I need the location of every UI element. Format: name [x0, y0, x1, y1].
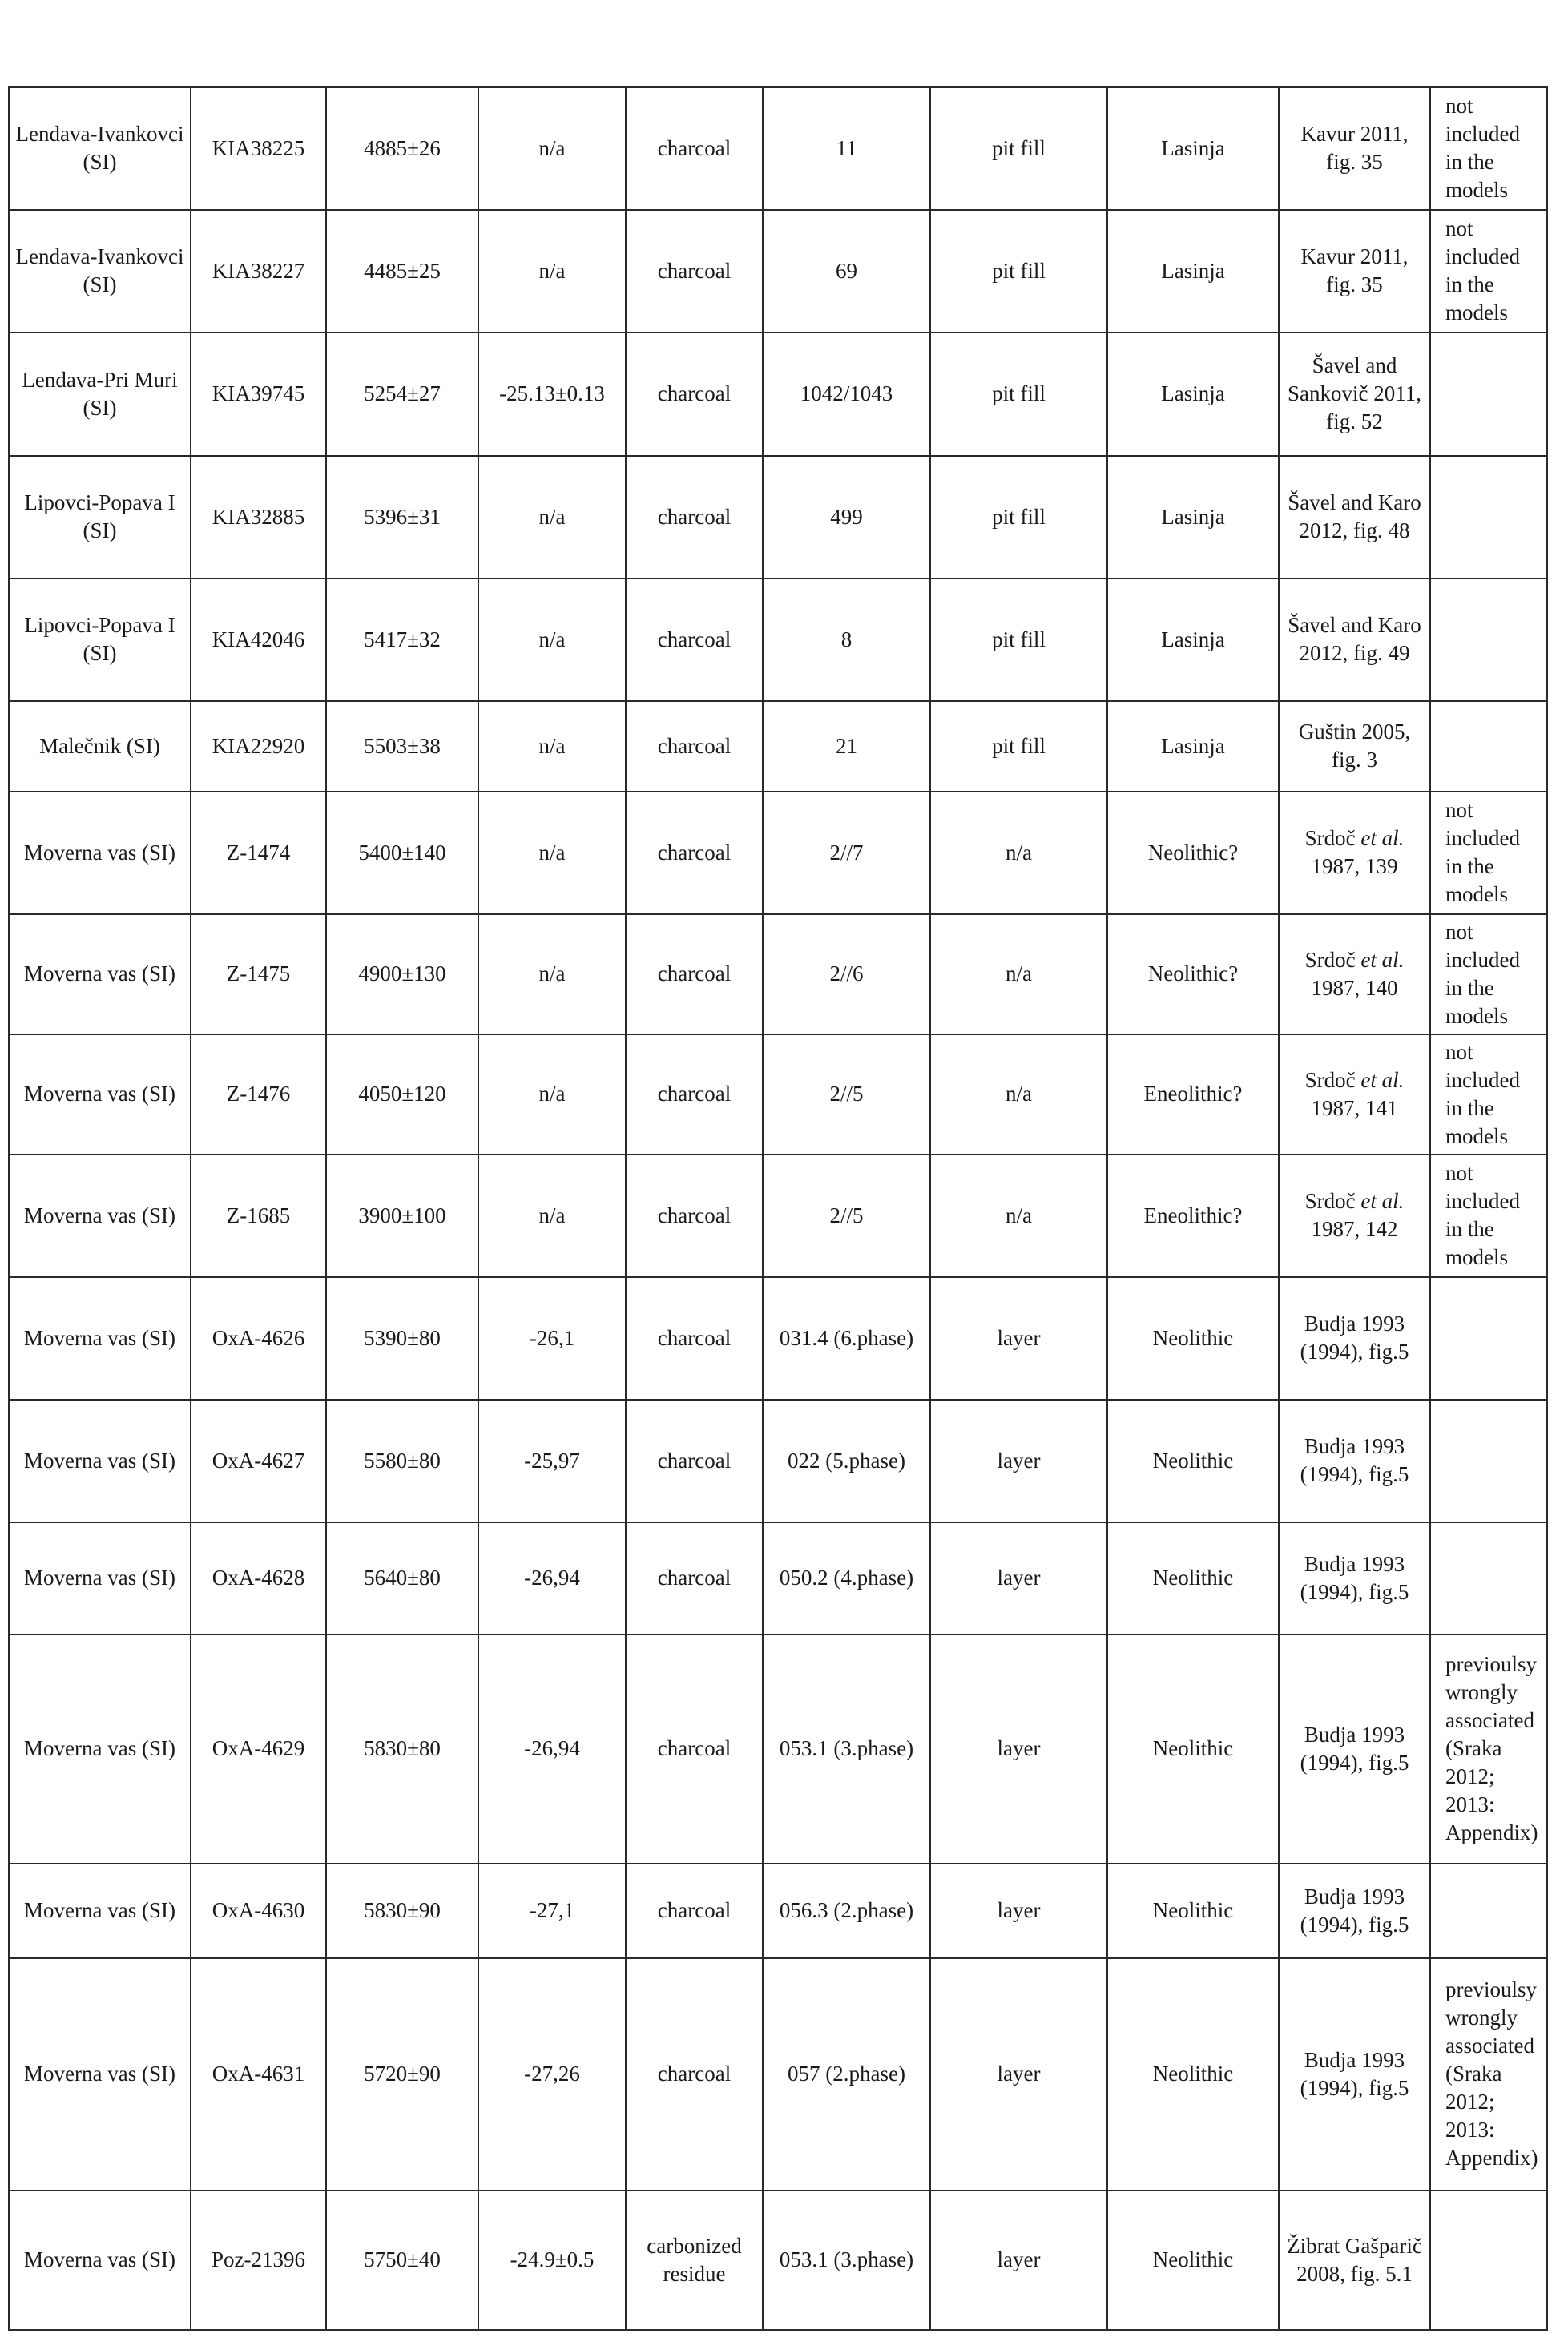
context-cell: 2//6	[763, 914, 930, 1034]
reference-cell	[1279, 1277, 1430, 1400]
context-cell: 2//7	[763, 792, 930, 914]
context-cell: 8	[763, 578, 930, 701]
d13c-cell: n/a	[478, 792, 626, 914]
lab-code-cell: Z-1475	[191, 914, 326, 1034]
reference-text: Budja 1993 (1994), fig.5	[1300, 1722, 1409, 1775]
feature-cell: layer	[930, 1958, 1107, 2191]
site-cell: Lendava-Pri Muri (SI)	[9, 333, 191, 456]
reference-cell	[1279, 210, 1430, 333]
lab-code-cell: OxA-4628	[191, 1522, 326, 1635]
d13c-cell: -27,26	[478, 1958, 626, 2191]
material-cell: charcoal	[626, 1864, 763, 1958]
site-cell: Moverna vas (SI)	[9, 1034, 191, 1155]
table-row	[9, 914, 1547, 1034]
note-cell: not included in the models	[1430, 1034, 1547, 1155]
material-cell: carbonized residue	[626, 2191, 763, 2330]
reference-author: Srdoč	[1304, 947, 1356, 972]
context-cell: 2//5	[763, 1155, 930, 1277]
lab-code-cell: Z-1474	[191, 792, 326, 914]
reference-year: 1987, 141	[1311, 1095, 1398, 1120]
context-cell: 499	[763, 456, 930, 578]
feature-cell: layer	[930, 1635, 1107, 1864]
note-cell	[1430, 1400, 1547, 1522]
bp-date-cell: 5396±31	[326, 456, 478, 578]
table-row	[9, 1958, 1547, 2191]
table-row	[9, 701, 1547, 792]
context-cell: 022 (5.phase)	[763, 1400, 930, 1522]
context-cell: 031.4 (6.phase)	[763, 1277, 930, 1400]
d13c-cell: n/a	[478, 456, 626, 578]
reference-year: 1987, 140	[1311, 975, 1398, 1000]
bp-date-cell: 4885±26	[326, 87, 478, 210]
culture-cell: Neolithic?	[1107, 792, 1279, 914]
bp-date-cell: 5400±140	[326, 792, 478, 914]
context-cell: 056.3 (2.phase)	[763, 1864, 930, 1958]
table-row	[9, 333, 1547, 456]
material-cell: charcoal	[626, 914, 763, 1034]
note-cell	[1430, 456, 1547, 578]
bp-date-cell: 5580±80	[326, 1400, 478, 1522]
lab-code-cell: OxA-4629	[191, 1635, 326, 1864]
culture-cell: Lasinja	[1107, 333, 1279, 456]
d13c-cell: -24.9±0.5	[478, 2191, 626, 2330]
d13c-cell: -26,94	[478, 1522, 626, 1635]
context-cell: 057 (2.phase)	[763, 1958, 930, 2191]
context-cell: 050.2 (4.phase)	[763, 1522, 930, 1635]
lab-code-cell: OxA-4626	[191, 1277, 326, 1400]
culture-cell: Neolithic	[1107, 1400, 1279, 1522]
culture-cell: Eneolithic?	[1107, 1034, 1279, 1155]
d13c-cell: n/a	[478, 578, 626, 701]
reference-cell	[1279, 2191, 1430, 2330]
reference-text: Budja 1993 (1994), fig.5	[1300, 1312, 1409, 1364]
lab-code-cell: KIA32885	[191, 456, 326, 578]
reference-cell	[1279, 456, 1430, 578]
bp-date-cell: 5390±80	[326, 1277, 478, 1400]
context-cell: 2//5	[763, 1034, 930, 1155]
feature-cell: layer	[930, 2191, 1107, 2330]
culture-cell: Lasinja	[1107, 87, 1279, 210]
culture-cell: Neolithic?	[1107, 914, 1279, 1034]
lab-code-cell: KIA38225	[191, 87, 326, 210]
reference-author: Srdoč	[1304, 1189, 1356, 1213]
site-cell: Moverna vas (SI)	[9, 1155, 191, 1277]
note-cell: previoulsy wrongly associated (Sraka 2012; 2013: Appendix)	[1430, 1635, 1547, 1864]
d13c-cell: -27,1	[478, 1864, 626, 1958]
table-row	[9, 1864, 1547, 1958]
reference-cell	[1279, 333, 1430, 456]
d13c-cell: -25.13±0.13	[478, 333, 626, 456]
site-cell: Moverna vas (SI)	[9, 1635, 191, 1864]
reference-cell	[1279, 792, 1430, 914]
table-row	[9, 1155, 1547, 1277]
lab-code-cell: OxA-4630	[191, 1864, 326, 1958]
feature-cell: n/a	[930, 914, 1107, 1034]
site-cell: Moverna vas (SI)	[9, 1277, 191, 1400]
site-cell: Moverna vas (SI)	[9, 1522, 191, 1635]
note-cell	[1430, 1522, 1547, 1635]
reference-text: Guštin 2005, fig. 3	[1298, 720, 1411, 772]
feature-cell: pit fill	[930, 578, 1107, 701]
radiocarbon-dates-table	[8, 86, 1548, 2331]
table-row	[9, 87, 1547, 210]
bp-date-cell: 4900±130	[326, 914, 478, 1034]
note-cell: previoulsy wrongly associated (Sraka 2012; 2013: Appendix)	[1430, 1958, 1547, 2191]
note-cell: not included in the models	[1430, 1155, 1547, 1277]
material-cell: charcoal	[626, 456, 763, 578]
bp-date-cell: 5830±80	[326, 1635, 478, 1864]
material-cell: charcoal	[626, 1400, 763, 1522]
note-cell	[1430, 578, 1547, 701]
feature-cell: pit fill	[930, 701, 1107, 792]
site-cell: Lendava-Ivankovci (SI)	[9, 210, 191, 333]
note-cell: not included in the models	[1430, 87, 1547, 210]
lab-code-cell: KIA38227	[191, 210, 326, 333]
d13c-cell: -25,97	[478, 1400, 626, 1522]
reference-cell	[1279, 1635, 1430, 1864]
culture-cell: Lasinja	[1107, 701, 1279, 792]
context-cell: 11	[763, 87, 930, 210]
table-row	[9, 210, 1547, 333]
note-cell	[1430, 2191, 1547, 2330]
reference-text: Budja 1993 (1994), fig.5	[1300, 1434, 1409, 1486]
feature-cell: layer	[930, 1864, 1107, 1958]
material-cell: charcoal	[626, 1522, 763, 1635]
reference-author: Srdoč	[1304, 1067, 1356, 1092]
d13c-cell: n/a	[478, 87, 626, 210]
d13c-cell: n/a	[478, 1155, 626, 1277]
reference-text: Žibrat Gašparič 2008, fig. 5.1	[1287, 2233, 1422, 2286]
feature-cell: n/a	[930, 792, 1107, 914]
culture-cell: Eneolithic?	[1107, 1155, 1279, 1277]
culture-cell: Lasinja	[1107, 456, 1279, 578]
material-cell: charcoal	[626, 87, 763, 210]
reference-year: 1987, 139	[1311, 854, 1398, 878]
reference-text: Šavel and Sankovič 2011, fig. 52	[1288, 353, 1421, 433]
culture-cell: Neolithic	[1107, 1522, 1279, 1635]
table-row	[9, 1277, 1547, 1400]
reference-cell	[1279, 1522, 1430, 1635]
material-cell: charcoal	[626, 792, 763, 914]
site-cell: Moverna vas (SI)	[9, 1864, 191, 1958]
table-row	[9, 1034, 1547, 1155]
reference-text: Kavur 2011, fig. 35	[1300, 122, 1409, 175]
bp-date-cell: 5750±40	[326, 2191, 478, 2330]
bp-date-cell: 5254±27	[326, 333, 478, 456]
feature-cell: n/a	[930, 1155, 1107, 1277]
reference-cell	[1279, 701, 1430, 792]
lab-code-cell: OxA-4631	[191, 1958, 326, 2191]
d13c-cell: -26,1	[478, 1277, 626, 1400]
lab-code-cell: KIA22920	[191, 701, 326, 792]
reference-cell	[1279, 914, 1430, 1034]
reference-text: Budja 1993 (1994), fig.5	[1300, 2047, 1409, 2100]
material-cell: charcoal	[626, 578, 763, 701]
table-row	[9, 2191, 1547, 2330]
site-cell: Moverna vas (SI)	[9, 1958, 191, 2191]
note-cell: not included in the models	[1430, 210, 1547, 333]
bp-date-cell: 5830±90	[326, 1864, 478, 1958]
feature-cell: pit fill	[930, 456, 1107, 578]
table-row	[9, 1522, 1547, 1635]
site-cell: Moverna vas (SI)	[9, 2191, 191, 2330]
feature-cell: n/a	[930, 1034, 1107, 1155]
lab-code-cell: OxA-4627	[191, 1400, 326, 1522]
culture-cell: Lasinja	[1107, 578, 1279, 701]
bp-date-cell: 4485±25	[326, 210, 478, 333]
site-cell: Moverna vas (SI)	[9, 1400, 191, 1522]
context-cell: 053.1 (3.phase)	[763, 1635, 930, 1864]
culture-cell: Neolithic	[1107, 1864, 1279, 1958]
reference-cell	[1279, 1155, 1430, 1277]
reference-text: Budja 1993 (1994), fig.5	[1300, 1551, 1409, 1604]
feature-cell: layer	[930, 1277, 1107, 1400]
site-cell: Moverna vas (SI)	[9, 914, 191, 1034]
note-cell: not included in the models	[1430, 792, 1547, 914]
d13c-cell: n/a	[478, 701, 626, 792]
d13c-cell: -26,94	[478, 1635, 626, 1864]
bp-date-cell: 3900±100	[326, 1155, 478, 1277]
material-cell: charcoal	[626, 1155, 763, 1277]
lab-code-cell: KIA42046	[191, 578, 326, 701]
reference-cell	[1279, 1958, 1430, 2191]
reference-text: Kavur 2011, fig. 35	[1300, 244, 1409, 296]
reference-et-al: et al.	[1360, 947, 1405, 972]
feature-cell: layer	[930, 1400, 1107, 1522]
table-row	[9, 1400, 1547, 1522]
reference-cell	[1279, 1864, 1430, 1958]
material-cell: charcoal	[626, 701, 763, 792]
lab-code-cell: KIA39745	[191, 333, 326, 456]
reference-text: Šavel and Karo 2012, fig. 48	[1288, 490, 1421, 542]
material-cell: charcoal	[626, 210, 763, 333]
site-cell: Moverna vas (SI)	[9, 792, 191, 914]
table-row	[9, 456, 1547, 578]
d13c-cell: n/a	[478, 1034, 626, 1155]
lab-code-cell: Z-1476	[191, 1034, 326, 1155]
table-row	[9, 578, 1547, 701]
reference-cell	[1279, 578, 1430, 701]
bp-date-cell: 5640±80	[326, 1522, 478, 1635]
reference-author: Srdoč	[1304, 826, 1356, 850]
bp-date-cell: 4050±120	[326, 1034, 478, 1155]
material-cell: charcoal	[626, 1034, 763, 1155]
reference-text: Šavel and Karo 2012, fig. 49	[1288, 613, 1421, 665]
site-cell: Lipovci-Popava I (SI)	[9, 578, 191, 701]
reference-cell	[1279, 1400, 1430, 1522]
culture-cell: Neolithic	[1107, 1635, 1279, 1864]
material-cell: charcoal	[626, 333, 763, 456]
site-cell: Lendava-Ivankovci (SI)	[9, 87, 191, 210]
material-cell: charcoal	[626, 1958, 763, 2191]
feature-cell: layer	[930, 1522, 1107, 1635]
bp-date-cell: 5720±90	[326, 1958, 478, 2191]
feature-cell: pit fill	[930, 333, 1107, 456]
reference-et-al: et al.	[1360, 826, 1405, 850]
reference-et-al: et al.	[1360, 1067, 1405, 1092]
culture-cell: Lasinja	[1107, 210, 1279, 333]
table-row	[9, 792, 1547, 914]
reference-text: Budja 1993 (1994), fig.5	[1300, 1884, 1409, 1937]
bp-date-cell: 5417±32	[326, 578, 478, 701]
lab-code-cell: Poz-21396	[191, 2191, 326, 2330]
note-cell	[1430, 1864, 1547, 1958]
feature-cell: pit fill	[930, 87, 1107, 210]
material-cell: charcoal	[626, 1635, 763, 1864]
table-row	[9, 1635, 1547, 1864]
culture-cell: Neolithic	[1107, 1958, 1279, 2191]
reference-et-al: et al.	[1360, 1189, 1405, 1213]
bp-date-cell: 5503±38	[326, 701, 478, 792]
d13c-cell: n/a	[478, 914, 626, 1034]
context-cell: 69	[763, 210, 930, 333]
reference-cell	[1279, 1034, 1430, 1155]
reference-cell	[1279, 87, 1430, 210]
note-cell: not included in the models	[1430, 914, 1547, 1034]
note-cell	[1430, 1277, 1547, 1400]
d13c-cell: n/a	[478, 210, 626, 333]
reference-year: 1987, 142	[1311, 1217, 1398, 1241]
lab-code-cell: Z-1685	[191, 1155, 326, 1277]
note-cell	[1430, 701, 1547, 792]
context-cell: 21	[763, 701, 930, 792]
note-cell	[1430, 333, 1547, 456]
material-cell: charcoal	[626, 1277, 763, 1400]
feature-cell: pit fill	[930, 210, 1107, 333]
culture-cell: Neolithic	[1107, 2191, 1279, 2330]
context-cell: 1042/1043	[763, 333, 930, 456]
context-cell: 053.1 (3.phase)	[763, 2191, 930, 2330]
site-cell: Malečnik (SI)	[9, 701, 191, 792]
culture-cell: Neolithic	[1107, 1277, 1279, 1400]
site-cell: Lipovci-Popava I (SI)	[9, 456, 191, 578]
